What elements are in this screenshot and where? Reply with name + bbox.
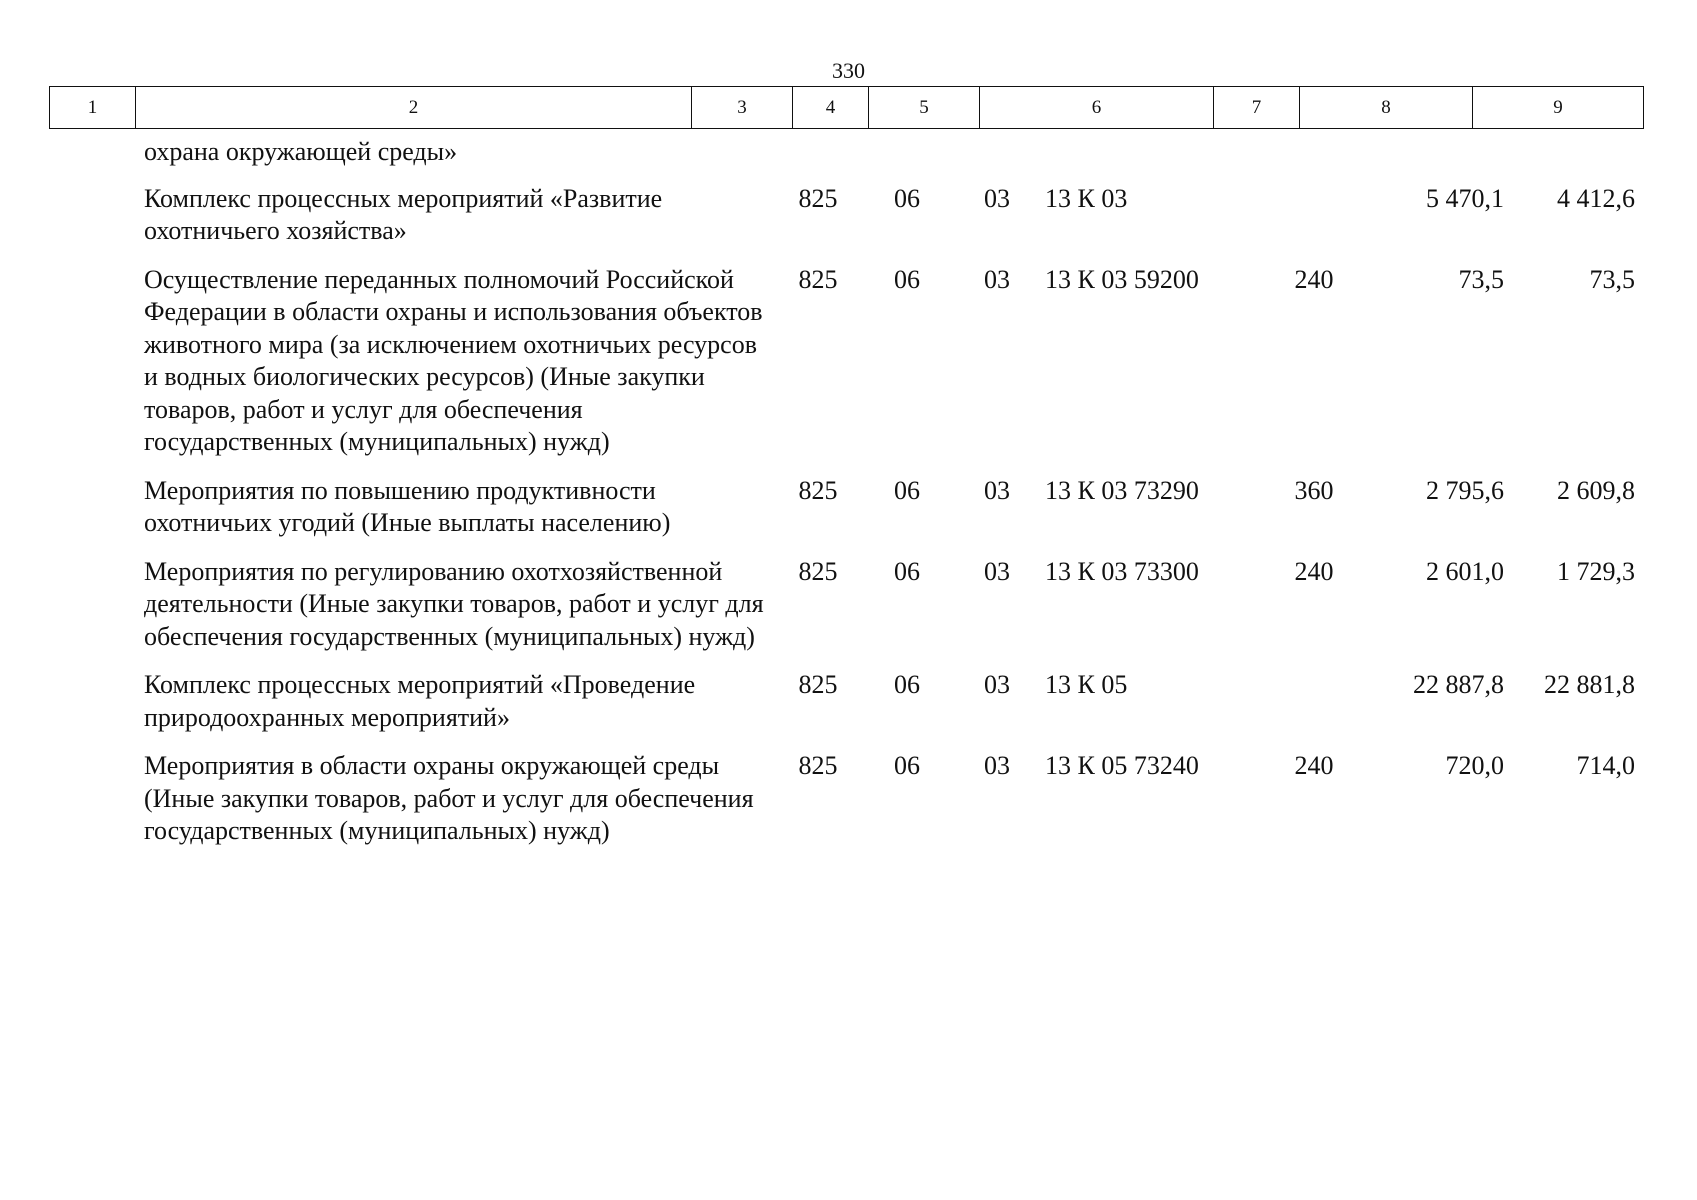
column-number: 7 bbox=[1214, 87, 1300, 129]
row-code-col3: 825 bbox=[798, 264, 838, 294]
row-amount-col9: 4 412,6 bbox=[1557, 183, 1636, 213]
row-code-col3: 825 bbox=[798, 556, 838, 586]
row-code-col7: 240 bbox=[1294, 751, 1334, 780]
row-code-col3: 825 bbox=[798, 183, 838, 213]
column-number: 2 bbox=[136, 87, 692, 129]
row-amount-col9: 1 729,3 bbox=[1557, 556, 1636, 586]
row-code-col5: 03 bbox=[984, 264, 1010, 294]
column-number: 3 bbox=[692, 87, 793, 129]
row-code-col4: 06 bbox=[894, 475, 920, 505]
column-header-table bbox=[49, 86, 1644, 129]
continuation-row bbox=[49, 136, 1643, 183]
row-amount-col9: 73,5 bbox=[1589, 264, 1636, 294]
row-code-col4: 06 bbox=[894, 264, 920, 294]
row-amount-col8: 22 887,8 bbox=[1413, 670, 1504, 699]
row-code-col6: 13 К 05 73240 bbox=[1045, 751, 1199, 780]
row-amount-col8: 720,0 bbox=[1445, 751, 1504, 780]
column-number: 8 bbox=[1300, 87, 1473, 129]
column-number: 9 bbox=[1473, 87, 1644, 129]
row-code-col6: 13 К 03 73290 bbox=[1045, 475, 1199, 505]
table-row bbox=[49, 264, 1643, 475]
row-name: Мероприятия по регулированию охотхозяйственной деятельности (Иные закупки товаров, работ и услуг для обеспечения государственных (муниципальных) нужд) bbox=[144, 556, 764, 651]
row-amount-col8: 2 795,6 bbox=[1426, 475, 1504, 505]
row-code-col5: 03 bbox=[984, 183, 1010, 213]
table-row bbox=[49, 669, 1643, 750]
column-number: 1 bbox=[50, 87, 136, 129]
row-code-col5: 03 bbox=[984, 751, 1010, 780]
column-number: 5 bbox=[869, 87, 980, 129]
row-name: Осуществление переданных полномочий Российской Федерации в области охраны и использования объектов животного мира (за исключением охотничьих ресурсов и водных биологических ресурсов) (Иные закупки товаров, работ и услуг для обеспечения государственных (муниципальных) нужд) bbox=[144, 264, 763, 456]
row-code-col7 bbox=[1271, 183, 1357, 264]
row-code-col5: 03 bbox=[984, 475, 1010, 505]
table-row bbox=[49, 475, 1643, 556]
table-row bbox=[49, 183, 1643, 264]
table-row bbox=[49, 750, 1643, 864]
row-code-col4: 06 bbox=[894, 751, 920, 780]
row-name: Комплекс процессных мероприятий «Развитие охотничьего хозяйства» bbox=[144, 183, 663, 245]
budget-table-body bbox=[49, 136, 1643, 864]
row-code-col5: 03 bbox=[984, 556, 1010, 586]
row-amount-col8: 5 470,1 bbox=[1426, 183, 1504, 213]
row-code-col6: 13 К 05 bbox=[1045, 670, 1128, 699]
row-amount-col9: 2 609,8 bbox=[1557, 475, 1636, 505]
row-code-col6: 13 К 03 73300 bbox=[1045, 556, 1199, 586]
row-amount-col8: 2 601,0 bbox=[1426, 556, 1504, 586]
row-code-col4: 06 bbox=[894, 556, 920, 586]
row-code-col7 bbox=[1271, 669, 1357, 750]
row-code-col7: 360 bbox=[1294, 475, 1334, 505]
row-code-col5: 03 bbox=[984, 670, 1010, 699]
row-name: Комплекс процессных мероприятий «Проведение природоохранных мероприятий» bbox=[144, 670, 696, 732]
row-amount-col9: 22 881,8 bbox=[1544, 670, 1636, 699]
column-number: 4 bbox=[793, 87, 869, 129]
row-code-col7: 240 bbox=[1294, 264, 1334, 294]
row-name: Мероприятия в области охраны окружающей среды (Иные закупки товаров, работ и услуг для обеспечения государственных (муниципальных) нужд) bbox=[144, 751, 754, 845]
page-number: 330 bbox=[832, 58, 865, 83]
continuation-text: охрана окружающей среды» bbox=[144, 137, 458, 166]
column-number-row bbox=[50, 87, 1644, 129]
row-code-col4: 06 bbox=[894, 183, 920, 213]
column-number: 6 bbox=[980, 87, 1214, 129]
row-code-col3: 825 bbox=[798, 751, 838, 780]
row-amount-col8: 73,5 bbox=[1458, 264, 1504, 294]
row-code-col3: 825 bbox=[798, 670, 838, 699]
table-row bbox=[49, 556, 1643, 670]
row-code-col6: 13 К 03 bbox=[1045, 183, 1128, 213]
row-code-col7: 240 bbox=[1294, 556, 1334, 586]
row-amount-col9: 714,0 bbox=[1576, 751, 1636, 780]
row-code-col6: 13 К 03 59200 bbox=[1045, 264, 1199, 294]
row-name: Мероприятия по повышению продуктивности охотничьих угодий (Иные выплаты населению) bbox=[144, 475, 671, 537]
row-code-col3: 825 bbox=[798, 475, 838, 505]
row-code-col4: 06 bbox=[894, 670, 920, 699]
